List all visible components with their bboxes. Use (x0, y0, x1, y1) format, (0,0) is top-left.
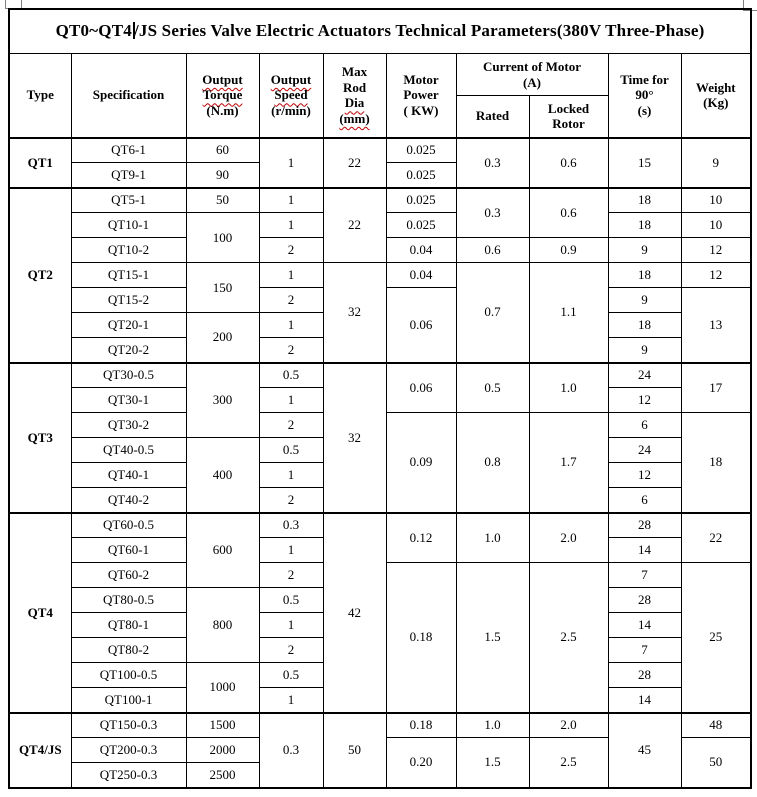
table-cell: 150 (186, 263, 259, 313)
table-cell: 0.5 (259, 663, 323, 688)
spec-cell: QT9-1 (71, 163, 186, 188)
table-cell: 17 (681, 363, 751, 413)
spec-cell: QT80-2 (71, 638, 186, 663)
table-cell: 28 (608, 513, 681, 538)
table-cell: 200 (186, 313, 259, 363)
table-cell: 2 (259, 238, 323, 263)
table-cell: 2 (259, 638, 323, 663)
table-cell: 1 (259, 138, 323, 188)
table-cell: 1.7 (529, 413, 608, 513)
table-cell: 14 (608, 688, 681, 713)
header-line: (r/min) (271, 103, 311, 119)
header-line: (N.m) (206, 103, 239, 119)
table-cell: 12 (681, 238, 751, 263)
table-cell: 9 (608, 288, 681, 313)
table-cell: 1.0 (456, 513, 529, 563)
table-cell: 0.7 (456, 263, 529, 363)
table-cell: 0.09 (386, 413, 456, 513)
table-cell: 0.6 (456, 238, 529, 263)
header-line: Specification (92, 87, 165, 103)
spec-cell: QT10-1 (71, 213, 186, 238)
spec-cell: QT200-0.3 (71, 738, 186, 763)
table-cell: 1 (259, 213, 323, 238)
table-cell: 1 (259, 613, 323, 638)
table-cell: 12 (681, 263, 751, 288)
table-cell: 1 (259, 388, 323, 413)
table-cell: 18 (608, 213, 681, 238)
table-cell: 0.5 (259, 588, 323, 613)
table-cell: 1 (259, 688, 323, 713)
spec-cell: QT15-1 (71, 263, 186, 288)
misspelled-word: Torque (202, 87, 243, 103)
table-cell: 0.04 (386, 238, 456, 263)
table-cell: 1 (259, 538, 323, 563)
spec-cell: QT30-1 (71, 388, 186, 413)
header-line: 90° (635, 87, 654, 103)
header-line: (A) (522, 74, 542, 90)
type-group-cell: QT1 (9, 138, 71, 188)
table-cell: 1 (259, 188, 323, 213)
table-cell: 6 (608, 488, 681, 513)
table-row (9, 263, 751, 288)
spec-cell: QT5-1 (71, 188, 186, 213)
header-line: (Kg) (703, 95, 729, 111)
table-cell: 14 (608, 613, 681, 638)
table-cell: 0.18 (386, 713, 456, 738)
header-row (9, 54, 751, 96)
table-cell: 1.1 (529, 263, 608, 363)
spec-cell: QT100-0.5 (71, 663, 186, 688)
header-line: (s) (637, 103, 652, 119)
header-line: Motor (403, 71, 439, 87)
table-cell: 2 (259, 413, 323, 438)
table-cell: 0.9 (529, 238, 608, 263)
col-header-max-rod-dia-cell (323, 54, 386, 138)
table-cell: 100 (186, 213, 259, 263)
col-header-rated-cell (456, 96, 529, 138)
table-cell: 50 (681, 738, 751, 788)
table-cell: 32 (323, 363, 386, 513)
table-cell: 10 (681, 213, 751, 238)
spec-cell: QT250-0.3 (71, 763, 186, 788)
table-cell: 1 (259, 463, 323, 488)
spec-cell: QT6-1 (71, 138, 186, 163)
table-cell: 48 (681, 713, 751, 738)
misspelled-word: Output (270, 71, 312, 87)
table-cell: 0.06 (386, 288, 456, 363)
title-text-before-cursor: QT0~QT4 (55, 21, 132, 41)
table-cell: 1 (259, 313, 323, 338)
header-line: Type (26, 87, 54, 103)
spec-cell: QT30-0.5 (71, 363, 186, 388)
table-cell: 22 (323, 188, 386, 263)
table-cell: 2.0 (529, 713, 608, 738)
table-cell: 0.3 (259, 513, 323, 538)
table-cell: 0.06 (386, 363, 456, 413)
actuator-parameters-table (8, 8, 752, 789)
spec-cell: QT60-1 (71, 538, 186, 563)
table-cell: 1.0 (456, 713, 529, 738)
table-cell: 0.3 (259, 713, 323, 788)
table-cell: 50 (323, 713, 386, 788)
spec-cell: QT20-1 (71, 313, 186, 338)
table-cell: 1 (259, 263, 323, 288)
table-cell: 2.0 (529, 513, 608, 563)
table-cell: 2500 (186, 763, 259, 788)
table-row (9, 138, 751, 163)
table-row (9, 713, 751, 738)
table-cell: 2 (259, 563, 323, 588)
spec-cell: QT15-2 (71, 288, 186, 313)
table-cell: 1.0 (529, 363, 608, 413)
table-cell: 0.12 (386, 513, 456, 563)
table-cell: 9 (608, 238, 681, 263)
table-row (9, 363, 751, 388)
header-line: Rod (342, 79, 367, 95)
table-cell: 22 (323, 138, 386, 188)
table-cell: 28 (608, 588, 681, 613)
table-cell: 2000 (186, 738, 259, 763)
col-header-output-speed-cell (259, 54, 323, 138)
spec-cell: QT80-0.5 (71, 588, 186, 613)
table-cell: 0.20 (386, 738, 456, 788)
table-cell: 2 (259, 488, 323, 513)
col-header-specification-cell (71, 54, 186, 138)
misspelled-word: Dia (344, 95, 365, 111)
col-header-time-for-90-cell (608, 54, 681, 138)
table-cell: 28 (608, 663, 681, 688)
table-cell: 1.5 (456, 563, 529, 713)
table-cell: 18 (681, 413, 751, 513)
spec-cell: QT10-2 (71, 238, 186, 263)
table-row (9, 188, 751, 213)
header-line: Power (403, 87, 439, 103)
table-cell: 25 (681, 563, 751, 713)
table-cell: 1.5 (456, 738, 529, 788)
table-title-row (9, 9, 751, 54)
header-line: ( KW) (403, 103, 439, 119)
misspelled-word: (mm) (339, 110, 370, 126)
col-header-type-cell (9, 54, 71, 138)
spec-cell: QT80-1 (71, 613, 186, 638)
header-line: Rated (475, 108, 510, 124)
table-cell: 22 (681, 513, 751, 563)
spec-cell: QT60-2 (71, 563, 186, 588)
title-text-after-cursor: /JS Series Valve Electric Actuators Technical Parameters(380V Three-Phase) (133, 21, 705, 41)
col-header-weight-cell (681, 54, 751, 138)
table-cell: 800 (186, 588, 259, 663)
table-cell: 2.5 (529, 738, 608, 788)
spec-cell: QT30-2 (71, 413, 186, 438)
table-cell: 1500 (186, 713, 259, 738)
table-cell: 0.5 (456, 363, 529, 413)
table-cell: 1000 (186, 663, 259, 713)
table-cell: 0.3 (456, 138, 529, 188)
table-cell: 7 (608, 638, 681, 663)
table-cell: 2 (259, 288, 323, 313)
table-cell: 13 (681, 288, 751, 363)
table-cell: 300 (186, 363, 259, 438)
table-cell: 32 (323, 263, 386, 363)
table-cell: 14 (608, 538, 681, 563)
table-cell: 0.18 (386, 563, 456, 713)
header-line: Weight (695, 79, 736, 95)
table-cell: 0.5 (259, 363, 323, 388)
header-line: Max (341, 64, 368, 80)
header-line: Locked (547, 100, 590, 116)
spec-cell: QT150-0.3 (71, 713, 186, 738)
col-header-motor-power-cell (386, 54, 456, 138)
table-cell: 2 (259, 338, 323, 363)
table-cell: 0.025 (386, 188, 456, 213)
table-title (9, 9, 751, 54)
header-line: Rotor (552, 116, 585, 132)
type-group-cell: QT2 (9, 188, 71, 363)
table-cell: 15 (608, 138, 681, 188)
misspelled-word: Speed (274, 87, 308, 103)
col-header-output-torque-cell (186, 54, 259, 138)
table-cell: 0.025 (386, 213, 456, 238)
table-cell: 2.5 (529, 563, 608, 713)
misspelled-word: Output (202, 71, 243, 87)
table-cell: 12 (608, 388, 681, 413)
spec-cell: QT100-1 (71, 688, 186, 713)
table-cell: 45 (608, 713, 681, 788)
table-cell: 42 (323, 513, 386, 713)
header-line: Current of Motor (483, 58, 581, 74)
table-cell: 0.025 (386, 163, 456, 188)
table-cell: 0.6 (529, 138, 608, 188)
table-cell: 0.04 (386, 263, 456, 288)
spec-cell: QT40-1 (71, 463, 186, 488)
table-row (9, 513, 751, 538)
type-group-cell: QT4 (9, 513, 71, 713)
table-cell: 9 (681, 138, 751, 188)
spec-cell: QT20-2 (71, 338, 186, 363)
table-cell: 7 (608, 563, 681, 588)
table-cell: 90 (186, 163, 259, 188)
spec-cell: QT40-0.5 (71, 438, 186, 463)
table-cell: 0.025 (386, 138, 456, 163)
table-cell: 18 (608, 263, 681, 288)
table-cell: 10 (681, 188, 751, 213)
table-cell: 6 (608, 413, 681, 438)
table-cell: 0.6 (529, 188, 608, 238)
table-cell: 18 (608, 313, 681, 338)
table-cell: 9 (608, 338, 681, 363)
type-group-cell: QT4/JS (9, 713, 71, 788)
col-header-current-of-motor-cell (456, 54, 608, 96)
spec-cell: QT40-2 (71, 488, 186, 513)
spec-cell: QT60-0.5 (71, 513, 186, 538)
table-cell: 50 (186, 188, 259, 213)
table-cell: 600 (186, 513, 259, 588)
table-cell: 18 (608, 188, 681, 213)
header-line: Time for (620, 71, 669, 87)
table-cell: 0.5 (259, 438, 323, 463)
table-cell: 24 (608, 438, 681, 463)
table-cell: 0.3 (456, 188, 529, 238)
table-cell: 400 (186, 438, 259, 513)
table-cell: 24 (608, 363, 681, 388)
col-header-locked-rotor-cell (529, 96, 608, 138)
type-group-cell: QT3 (9, 363, 71, 513)
table-cell: 0.8 (456, 413, 529, 513)
table-cell: 12 (608, 463, 681, 488)
table-cell: 60 (186, 138, 259, 163)
